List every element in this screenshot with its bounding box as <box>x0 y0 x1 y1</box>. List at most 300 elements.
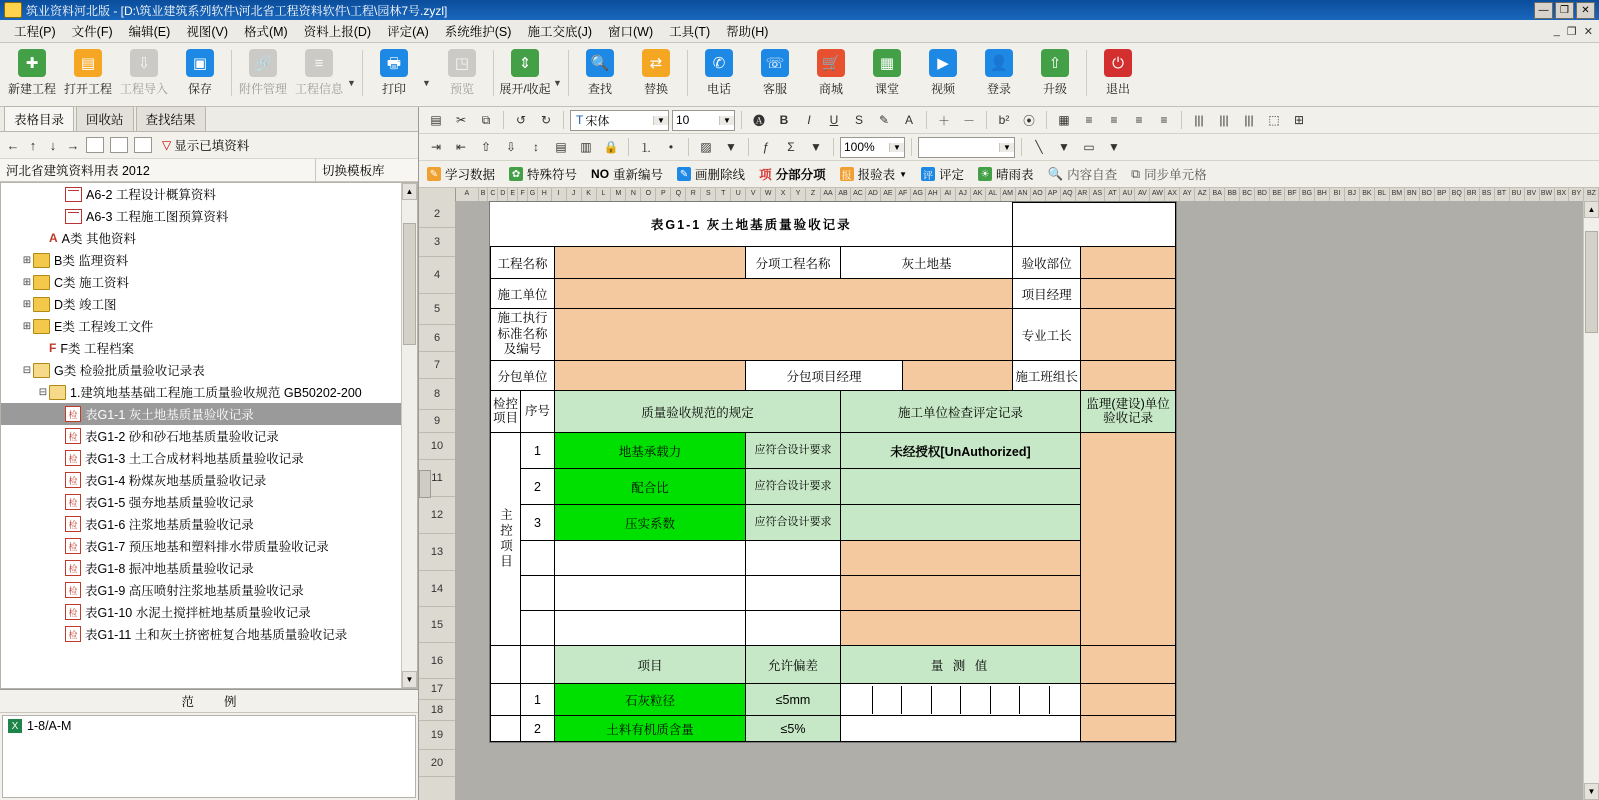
document-window-controls[interactable] <box>1552 25 1595 38</box>
row-no-6[interactable] <box>521 611 555 646</box>
column-header-cell[interactable]: BA <box>1210 188 1225 201</box>
row-header-cell[interactable]: 10 <box>419 433 455 460</box>
column-header-cell[interactable]: G <box>528 188 538 201</box>
column-header-cell[interactable]: D <box>498 188 508 201</box>
tree-item[interactable] <box>1 535 401 557</box>
sub-header-supervision[interactable] <box>1081 646 1176 684</box>
style-dropdown-icon[interactable]: ▼ <box>999 143 1014 152</box>
cell-construction-unit-value[interactable] <box>555 279 1013 309</box>
feature-renumber[interactable] <box>591 165 663 183</box>
column-header-cell[interactable]: BN <box>1405 188 1420 201</box>
column-header-cell[interactable]: AZ <box>1195 188 1210 201</box>
column-header-cell[interactable]: AD <box>866 188 881 201</box>
column-header-cell[interactable]: L <box>597 188 612 201</box>
toolbar-phone[interactable] <box>691 46 747 97</box>
column-header-cell[interactable]: B <box>479 188 489 201</box>
column-header-cell[interactable]: W <box>761 188 776 201</box>
align-left-icon[interactable]: ≡ <box>1085 113 1093 127</box>
cell-sub-manager-value[interactable] <box>903 361 1013 391</box>
feature-sync-cell[interactable] <box>1131 165 1206 183</box>
sub-row-label-1[interactable] <box>491 684 521 716</box>
column-header-cell[interactable]: AX <box>1165 188 1180 201</box>
main-item-name-2[interactable]: 配合比 <box>555 469 746 505</box>
paste-icon[interactable]: ▤ <box>430 113 442 127</box>
column-header-cell[interactable]: AY <box>1180 188 1195 201</box>
toolbar-login[interactable] <box>971 46 1027 97</box>
tree-item[interactable] <box>1 425 401 447</box>
tree-expander-icon[interactable]: ⊞ <box>22 254 32 266</box>
column-header-cell[interactable]: BX <box>1555 188 1570 201</box>
nav-back-icon[interactable]: ← <box>6 137 20 153</box>
column-header-cell[interactable]: AW <box>1150 188 1165 201</box>
column-header-cell[interactable]: BU <box>1510 188 1525 201</box>
zoom-select[interactable] <box>840 137 905 158</box>
window-controls[interactable] <box>1534 2 1597 19</box>
main-item-record-1[interactable]: 未经授权[UnAuthorized] <box>841 433 1081 469</box>
column-header-cell[interactable]: BF <box>1285 188 1300 201</box>
increase-font-button[interactable]: ＋ <box>937 113 950 128</box>
toolbar-find[interactable] <box>572 46 628 97</box>
measure-cell[interactable] <box>991 686 1021 714</box>
nav-forward-icon[interactable]: → <box>66 137 80 153</box>
cell-foreman-value[interactable] <box>1081 309 1176 361</box>
column-header-cell[interactable]: AO <box>1031 188 1046 201</box>
row-header-cell[interactable]: 4 <box>419 257 455 294</box>
feature-study-data[interactable] <box>427 165 495 183</box>
column-header-cell[interactable]: F <box>518 188 528 201</box>
column-header-cell[interactable]: AV <box>1135 188 1150 201</box>
toolbar-shop[interactable] <box>803 46 859 97</box>
row-header-cell[interactable]: 18 <box>419 700 455 721</box>
row-header-cell[interactable]: 13 <box>419 534 455 571</box>
tree-item[interactable] <box>1 227 401 249</box>
toolbar-save[interactable] <box>172 46 228 97</box>
measure-cell[interactable] <box>902 686 932 714</box>
main-item-record-3[interactable] <box>841 505 1081 541</box>
minimize-button[interactable]: — <box>1534 2 1553 19</box>
sub-row-supervision-2[interactable] <box>1081 716 1176 742</box>
split-cells-icon[interactable]: ⊞ <box>1293 113 1305 127</box>
report-check-dropdown-icon[interactable]: ▼ <box>899 169 908 179</box>
sub-row-measure-1[interactable] <box>841 684 1081 716</box>
sheet-scroll-down-icon[interactable]: ▼ <box>1584 783 1599 800</box>
column-header-cell[interactable]: BO <box>1420 188 1435 201</box>
main-item-record-5[interactable] <box>841 576 1081 611</box>
cut-icon[interactable]: ✂ <box>455 113 467 127</box>
row-header-cell[interactable]: 6 <box>419 325 455 352</box>
main-item-record-4[interactable] <box>841 541 1081 576</box>
sub-row-item-1[interactable]: 石灰粒径 <box>555 684 746 716</box>
tree-item[interactable] <box>1 337 401 359</box>
column-header-cell[interactable]: BE <box>1270 188 1285 201</box>
column-header-cell[interactable]: AP <box>1046 188 1061 201</box>
copy-icon[interactable] <box>86 137 104 153</box>
bullet-list-icon[interactable]: • <box>668 140 674 154</box>
line-icon[interactable]: ╲ <box>1035 140 1043 154</box>
main-item-record-6[interactable] <box>841 611 1081 646</box>
column-header-cell[interactable]: AC <box>851 188 866 201</box>
tree-scroll-down-icon[interactable]: ▼ <box>402 671 417 688</box>
lock-icon[interactable]: 🔒 <box>603 140 619 154</box>
row-header-cell[interactable]: 8 <box>419 379 455 410</box>
cell-team-leader-value[interactable] <box>1081 361 1176 391</box>
tree-scroll-thumb[interactable] <box>403 223 416 345</box>
column-header-cell[interactable]: I <box>552 188 567 201</box>
nav-up-icon[interactable]: ↑ <box>29 137 37 153</box>
column-icon[interactable]: ||| <box>1194 113 1204 127</box>
column-header-cell[interactable]: AS <box>1090 188 1105 201</box>
tree-item[interactable] <box>1 623 401 645</box>
toolbar-preview[interactable] <box>434 46 490 97</box>
toolbar-open-project[interactable] <box>60 46 116 97</box>
row-header-cell[interactable]: 20 <box>419 750 455 777</box>
tree-expander-icon[interactable]: ⊞ <box>22 320 32 332</box>
cell-project-name-value[interactable] <box>555 247 746 279</box>
toolbar-support[interactable] <box>747 46 803 97</box>
toolbar-replace[interactable] <box>628 46 684 97</box>
menu-item-help[interactable]: 帮助(H) <box>726 25 769 39</box>
doc-close-button[interactable]: ✕ <box>1583 25 1593 38</box>
column-header-cell[interactable]: T <box>716 188 731 201</box>
sum-button[interactable]: Σ <box>787 140 795 154</box>
main-item-spec-4[interactable] <box>746 541 841 576</box>
column-header-cell[interactable]: U <box>731 188 746 201</box>
menu-item-tools[interactable]: 工具(T) <box>669 25 711 39</box>
column-header-cell[interactable]: BQ <box>1450 188 1465 201</box>
column-header-cell[interactable]: BK <box>1360 188 1375 201</box>
sheet-scroll-thumb[interactable] <box>1585 231 1598 333</box>
doc-restore-button[interactable]: ❐ <box>1566 25 1577 38</box>
column-header-cell[interactable]: BM <box>1390 188 1405 201</box>
delete-icon[interactable] <box>134 137 152 153</box>
feature-section[interactable] <box>759 165 826 183</box>
column-header-cell[interactable]: AE <box>881 188 896 201</box>
column-header-cell[interactable]: AL <box>986 188 1001 201</box>
column-header-cell[interactable]: BJ <box>1345 188 1360 201</box>
sub-header-blank-1[interactable] <box>491 646 521 684</box>
align-right-icon[interactable]: ≡ <box>1135 113 1143 127</box>
filter-filled-toggle[interactable] <box>162 136 249 154</box>
column-header-cell[interactable]: R <box>686 188 701 201</box>
column-header-cell[interactable]: Z <box>806 188 821 201</box>
sub-row-tol-2[interactable]: ≤5% <box>746 716 841 742</box>
main-item-name-5[interactable] <box>555 576 746 611</box>
row-header-cell[interactable]: 15 <box>419 607 455 643</box>
measure-cell[interactable] <box>961 686 991 714</box>
menu-item-project[interactable]: 工程(P) <box>14 25 56 39</box>
column-header-cell[interactable]: K <box>582 188 597 201</box>
sheet-vertical-scrollbar[interactable] <box>1583 201 1599 800</box>
border-icon[interactable]: ▦ <box>1058 113 1070 127</box>
tree-expander-icon[interactable]: ⊞ <box>22 298 32 310</box>
main-item-name-4[interactable] <box>555 541 746 576</box>
toolbar-exit[interactable] <box>1090 46 1146 97</box>
undo-icon[interactable]: ↺ <box>515 113 527 127</box>
spreadsheet-area[interactable] <box>419 188 1599 800</box>
column-header-cells[interactable] <box>456 188 1599 201</box>
fill-color-icon[interactable]: ▨ <box>700 140 712 154</box>
tree-scroll-up-icon[interactable]: ▲ <box>402 183 417 200</box>
toolbar-import-project[interactable] <box>116 46 172 97</box>
menu-item-format[interactable]: 格式(M) <box>243 25 288 39</box>
measure-cell[interactable] <box>1050 686 1079 714</box>
row-height-icon[interactable]: ↕ <box>533 140 539 154</box>
column-header-cell[interactable]: M <box>611 188 626 201</box>
font-name-dropdown-icon[interactable]: ▼ <box>653 116 668 125</box>
main-item-name-3[interactable]: 压实系数 <box>555 505 746 541</box>
menu-item-window[interactable]: 窗口(W) <box>608 25 654 39</box>
sheet-grid[interactable] <box>455 201 1584 800</box>
tree-item[interactable] <box>1 513 401 535</box>
main-item-record-2[interactable] <box>841 469 1081 505</box>
column-header-cell[interactable]: BC <box>1240 188 1255 201</box>
cell-subproject-value[interactable]: 灰土地基 <box>841 247 1013 279</box>
column-header-cell[interactable]: Q <box>671 188 686 201</box>
column-header-cell[interactable]: AJ <box>956 188 971 201</box>
tree-item[interactable] <box>1 381 401 403</box>
menu-item-file[interactable]: 文件(F) <box>71 25 113 39</box>
column-header-cell[interactable]: BT <box>1495 188 1510 201</box>
sub-row-label-2[interactable] <box>491 716 521 742</box>
column-header-cell[interactable]: J <box>567 188 582 201</box>
tree-expander-icon[interactable]: ⊟ <box>22 364 32 376</box>
feature-evaluate[interactable] <box>921 165 964 183</box>
merge-cells-icon[interactable]: ⬚ <box>1268 113 1280 127</box>
expand-dropdown-icon[interactable]: ▼ <box>553 78 562 88</box>
column-header-cell[interactable]: AA <box>821 188 836 201</box>
column-header-cell[interactable]: BI <box>1330 188 1345 201</box>
tree-item[interactable] <box>1 271 401 293</box>
tree-item[interactable] <box>1 205 401 227</box>
feature-report-check[interactable] <box>840 165 907 183</box>
main-item-spec-5[interactable] <box>746 576 841 611</box>
tree-item[interactable] <box>1 447 401 469</box>
toolbar-upgrade[interactable] <box>1027 46 1083 97</box>
doc-minimize-button[interactable]: _ <box>1553 25 1560 37</box>
measure-cell[interactable] <box>1020 686 1050 714</box>
row-header-cell[interactable]: 3 <box>419 228 455 257</box>
redo-icon[interactable]: ↻ <box>540 113 552 127</box>
toolbar-attachment[interactable] <box>235 46 291 97</box>
italic-button[interactable]: I <box>807 113 811 127</box>
measure-cell[interactable] <box>843 686 873 714</box>
tree-item[interactable] <box>1 183 401 205</box>
column-header-cell[interactable]: X <box>776 188 791 201</box>
column-header-cell[interactable]: BZ <box>1584 188 1599 201</box>
column-header-cell[interactable]: BL <box>1375 188 1390 201</box>
special-icon[interactable]: ⦿ <box>1022 113 1035 128</box>
feature-special-symbol[interactable] <box>509 165 577 183</box>
close-button[interactable]: ✕ <box>1576 2 1595 19</box>
cell-subcontractor-value[interactable] <box>555 361 746 391</box>
cell-project-manager-value[interactable] <box>1081 279 1176 309</box>
row-headers[interactable] <box>419 201 456 800</box>
measure-cell[interactable] <box>873 686 903 714</box>
column3-icon[interactable]: ||| <box>1244 113 1254 127</box>
feature-weather[interactable] <box>978 165 1034 183</box>
column-header-cell[interactable]: BY <box>1569 188 1584 201</box>
copy-icon[interactable]: ⧉ <box>481 112 491 127</box>
column-header-cell[interactable]: BW <box>1540 188 1555 201</box>
sub-header-blank-2[interactable] <box>521 646 555 684</box>
example-body[interactable] <box>2 715 416 798</box>
row-no-5[interactable] <box>521 576 555 611</box>
column-header-cell[interactable]: AF <box>896 188 911 201</box>
sub-row-item-2[interactable]: 土料有机质含量 <box>555 716 746 742</box>
tree-item[interactable] <box>1 601 401 623</box>
column-header-cell[interactable]: AI <box>941 188 956 201</box>
menu-item-view[interactable]: 视图(V) <box>186 25 228 39</box>
menu-item-edit[interactable]: 编辑(E) <box>128 25 171 39</box>
font-size-select[interactable] <box>672 110 735 131</box>
menu-item-report[interactable]: 资料上报(D) <box>303 25 372 39</box>
tab-recycle-bin[interactable]: 回收站 <box>76 106 134 131</box>
supervision-record-cell[interactable] <box>1081 433 1176 646</box>
shape-dropdown-icon[interactable]: ▼ <box>1108 140 1120 154</box>
column-header-cell[interactable]: AQ <box>1061 188 1076 201</box>
tree-item[interactable] <box>1 293 401 315</box>
row-header-cell[interactable]: 9 <box>419 410 455 433</box>
main-item-spec-2[interactable]: 应符合设计要求 <box>746 469 841 505</box>
sub-row-tol-1[interactable]: ≤5mm <box>746 684 841 716</box>
font-name-select[interactable] <box>570 110 669 131</box>
main-item-spec-1[interactable]: 应符合设计要求 <box>746 433 841 469</box>
nav-down-icon[interactable]: ↓ <box>49 137 57 153</box>
column-header-cell[interactable]: AH <box>926 188 941 201</box>
row-header-cell[interactable]: 12 <box>419 497 455 534</box>
row-header-cell[interactable]: 19 <box>419 721 455 750</box>
zoom-dropdown-icon[interactable]: ▼ <box>889 143 904 152</box>
delete-row-icon[interactable]: ⇤ <box>455 140 467 154</box>
row-header-cell[interactable]: 14 <box>419 571 455 607</box>
decrease-font-button[interactable]: － <box>962 113 975 128</box>
sum-dropdown-icon[interactable]: ▼ <box>810 140 822 154</box>
column-header-cell[interactable]: P <box>656 188 671 201</box>
tree-item[interactable] <box>1 315 401 337</box>
column-header-cell[interactable]: BV <box>1525 188 1540 201</box>
style-select[interactable] <box>918 137 1015 158</box>
maximize-button[interactable]: ❐ <box>1555 2 1574 19</box>
column-header-cell[interactable]: BD <box>1255 188 1270 201</box>
column-header-cell[interactable]: AG <box>911 188 926 201</box>
text-color-icon[interactable]: A <box>904 113 913 127</box>
insert-col-icon[interactable]: ⇧ <box>480 140 492 154</box>
tree-expander-icon[interactable]: ⊟ <box>38 386 48 398</box>
toolbar-print[interactable] <box>366 46 422 97</box>
toolbar-expand-collapse[interactable] <box>497 46 553 97</box>
column-header-cell[interactable]: A <box>456 188 479 201</box>
align-justify-icon[interactable]: ≡ <box>1160 113 1168 127</box>
formula-icon[interactable]: ƒ <box>762 140 770 154</box>
column-header-cell[interactable]: N <box>626 188 641 201</box>
tree-expander-icon[interactable]: ⊞ <box>22 276 32 288</box>
measure-cell[interactable] <box>932 686 962 714</box>
column-header-cell[interactable]: AN <box>1016 188 1031 201</box>
sheet-corner-button[interactable] <box>419 188 456 201</box>
tab-search-results[interactable]: 查找结果 <box>136 106 206 131</box>
column-header-cell[interactable]: AM <box>1001 188 1016 201</box>
title-blank-cell[interactable] <box>1013 203 1176 247</box>
column-header-cell[interactable]: BG <box>1300 188 1315 201</box>
table-icon[interactable]: ▥ <box>580 140 592 154</box>
fill-dropdown-icon[interactable]: ▼ <box>725 140 737 154</box>
verification-record-table[interactable] <box>490 202 1176 742</box>
column-header-cell[interactable]: C <box>488 188 498 201</box>
numbered-list-icon[interactable]: ⒈ <box>639 140 652 155</box>
strikethrough-button[interactable]: S <box>854 113 863 127</box>
column-header-cell[interactable]: AK <box>971 188 986 201</box>
row-header-cell[interactable]: 11 <box>419 460 455 497</box>
row-header-cell[interactable]: 5 <box>419 294 455 325</box>
column-header-cell[interactable]: BS <box>1480 188 1495 201</box>
main-item-spec-3[interactable]: 应符合设计要求 <box>746 505 841 541</box>
column-header-cell[interactable]: AR <box>1076 188 1091 201</box>
row-header-cell[interactable]: 7 <box>419 352 455 379</box>
main-item-name-1[interactable]: 地基承载力 <box>555 433 746 469</box>
column-header-cell[interactable]: AB <box>836 188 851 201</box>
column-header-cell[interactable]: H <box>538 188 552 201</box>
column-header-cell[interactable]: BH <box>1315 188 1330 201</box>
main-item-spec-6[interactable] <box>746 611 841 646</box>
feature-strike-line[interactable] <box>677 165 745 183</box>
switch-template-button[interactable]: 切换模板库 <box>322 164 385 178</box>
line-dropdown-icon[interactable]: ▼ <box>1058 140 1070 154</box>
menu-item-system[interactable]: 系统维护(S) <box>444 25 512 39</box>
column-header-cell[interactable]: AU <box>1120 188 1135 201</box>
column-header-cell[interactable]: Y <box>791 188 806 201</box>
delete-col-icon[interactable]: ⇩ <box>505 140 517 154</box>
cell-accept-part-value[interactable] <box>1081 247 1176 279</box>
font-color-icon[interactable]: 🅐 <box>752 113 765 128</box>
pane-splitter-handle[interactable] <box>419 470 431 498</box>
row-no-4[interactable] <box>521 541 555 576</box>
tab-table-catalog[interactable]: 表格目录 <box>4 106 74 131</box>
row-header-cell[interactable]: 2 <box>419 201 455 228</box>
tree-item[interactable] <box>1 403 401 425</box>
font-size-dropdown-icon[interactable]: ▼ <box>719 116 734 125</box>
row-header-cell[interactable]: 16 <box>419 643 455 679</box>
column-header-cell[interactable]: AT <box>1105 188 1120 201</box>
underline-button[interactable]: U <box>829 113 839 127</box>
tree-scrollbar[interactable] <box>401 183 417 688</box>
sub-row-measure-2[interactable] <box>841 716 1081 742</box>
column-header-cell[interactable]: BR <box>1465 188 1480 201</box>
align-center-icon[interactable]: ≡ <box>1110 113 1118 127</box>
tree-item[interactable] <box>1 557 401 579</box>
column-header-cell[interactable]: S <box>701 188 716 201</box>
tree-item[interactable] <box>1 579 401 601</box>
column2-icon[interactable]: ||| <box>1219 113 1229 127</box>
shape-icon[interactable]: ▭ <box>1083 140 1095 154</box>
column-header-cell[interactable]: BP <box>1435 188 1450 201</box>
column-header-cell[interactable]: O <box>641 188 656 201</box>
tree-item[interactable] <box>1 469 401 491</box>
toolbar-class[interactable] <box>859 46 915 97</box>
column-header-cell[interactable]: V <box>746 188 761 201</box>
toolbar-video[interactable] <box>915 46 971 97</box>
column-header-cell[interactable]: BB <box>1225 188 1240 201</box>
bold-button[interactable]: B <box>779 113 789 127</box>
toolbar-project-info[interactable] <box>291 46 347 97</box>
tree-item[interactable] <box>1 249 401 271</box>
tree-item[interactable] <box>1 491 401 513</box>
project-info-dropdown-icon[interactable]: ▼ <box>347 78 356 88</box>
menu-item-disclosure[interactable]: 施工交底(J) <box>527 25 593 39</box>
highlight-icon[interactable]: ✎ <box>878 113 890 127</box>
toolbar-new-project[interactable] <box>4 46 60 97</box>
print-dropdown-icon[interactable]: ▼ <box>422 78 431 88</box>
main-item-name-6[interactable] <box>555 611 746 646</box>
